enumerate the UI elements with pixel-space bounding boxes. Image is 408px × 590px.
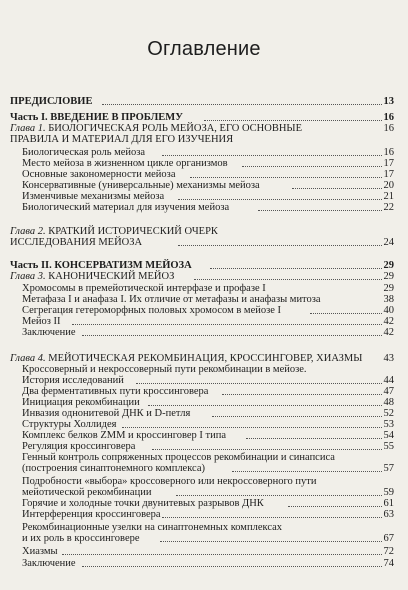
toc-entry-page: 67 xyxy=(383,533,394,544)
leader-dots xyxy=(242,166,382,167)
toc-entry-page: 21 xyxy=(383,191,394,202)
toc-entry-page: 59 xyxy=(383,487,394,498)
chapter-label: Глава 1. xyxy=(10,123,46,134)
toc-entry-page: 48 xyxy=(383,397,394,408)
toc-entry-text: Два ферментативных пути кроссинговера xyxy=(22,386,209,397)
toc-entry-page: 52 xyxy=(383,408,394,419)
toc-entry-page: 54 xyxy=(383,430,394,441)
leader-dots xyxy=(72,324,382,325)
toc-entry-page: 74 xyxy=(383,558,394,569)
leader-dots xyxy=(162,155,382,156)
toc-entry-page: 16 xyxy=(383,112,394,123)
toc-entry-page: 63 xyxy=(383,509,394,520)
leader-dots xyxy=(292,188,382,189)
toc-entry-text: Метафаза I и анафаза I. Их отличие от метафазы и анафазы митоза xyxy=(22,294,321,305)
toc-entry-text: Изменчивые механизмы мейоза xyxy=(22,191,165,202)
toc-entry-page: 57 xyxy=(383,463,394,474)
toc-entry-page: 38 xyxy=(383,294,394,305)
toc-entry-page: 20 xyxy=(383,180,394,191)
toc-entry-text: Биологический материал для изучения мейоза xyxy=(22,202,230,213)
toc-entry-text: мейотической рекомбинации xyxy=(22,487,152,498)
leader-dots xyxy=(288,506,382,507)
chapter-label: Глава 3. xyxy=(10,271,46,282)
toc-entry-text: Место мейоза в жизненном цикле организмов xyxy=(22,158,228,169)
toc-entry-text: Интерференция кроссинговера xyxy=(22,509,161,520)
toc-entry-page: 47 xyxy=(383,386,394,397)
toc-entry-text: Заключение xyxy=(22,558,76,569)
leader-dots xyxy=(222,394,382,395)
leader-dots xyxy=(160,541,382,542)
leader-dots xyxy=(178,245,382,246)
toc-entry-text: ПРЕДИСЛОВИЕ xyxy=(10,96,93,107)
leader-dots xyxy=(178,199,382,200)
toc-entry-page: 44 xyxy=(383,375,394,386)
toc-entry-page: 16 xyxy=(383,147,394,158)
leader-dots xyxy=(148,405,382,406)
leader-dots xyxy=(210,268,382,269)
toc-entry-page: 55 xyxy=(383,441,394,452)
toc-entry-page: 61 xyxy=(383,498,394,509)
toc-entry-page: 22 xyxy=(383,202,394,213)
toc-entry-text: Регуляция кроссинговера xyxy=(22,441,136,452)
chapter-label: Глава 4. xyxy=(10,353,46,364)
toc-entry-text: Комплекс белков ZMM и кроссинговер I типа xyxy=(22,430,227,441)
toc-entry-text: Инвазия однонитевой ДНК и D-петля xyxy=(22,408,191,419)
toc-entry-page: 53 xyxy=(383,419,394,430)
leader-dots xyxy=(152,449,382,450)
chapter-label: Глава 2. xyxy=(10,226,46,237)
toc-entry-text: МЕЙОТИЧЕСКАЯ РЕКОМБИНАЦИЯ, КРОССИНГОВЕР, ХИАЗМЫ xyxy=(48,353,363,364)
toc-entry-text: Рекомбинационные узелки на синаптонемных комплексах xyxy=(22,522,283,533)
toc-entry-text: Инициация рекомбинации xyxy=(22,397,140,408)
leader-dots xyxy=(190,177,382,178)
leader-dots xyxy=(246,438,382,439)
toc-entry-page: 42 xyxy=(383,316,394,327)
toc-entry-text: Кроссоверный и некроссоверный пути рекомбинации в мейозе. xyxy=(22,364,307,375)
leader-dots xyxy=(212,416,382,417)
toc-entry-text: Консервативные (универсальные) механизмы мейоза xyxy=(22,180,260,191)
toc-entry-text: История исследований xyxy=(22,375,124,386)
toc-entry-text: Биологическая роль мейоза xyxy=(22,147,146,158)
leader-dots xyxy=(62,554,382,555)
leader-dots xyxy=(204,120,382,121)
leader-dots xyxy=(258,210,382,211)
leader-dots xyxy=(82,335,382,336)
toc-entry-text: Основные закономерности мейоза xyxy=(22,169,176,180)
toc-entry-text: БИОЛОГИЧЕСКАЯ РОЛЬ МЕЙОЗА, ЕГО ОСНОВНЫЕ xyxy=(48,123,302,134)
toc-entry-text: Хиазмы xyxy=(22,546,58,557)
toc-entry-text: Часть II. КОНСЕРВАТИЗМ МЕЙОЗА xyxy=(10,260,192,271)
toc-entry-page: 17 xyxy=(383,169,394,180)
leader-dots xyxy=(310,313,382,314)
toc-entry-text: и их роль в кроссинговере xyxy=(22,533,140,544)
toc-entry-page: 29 xyxy=(383,260,394,271)
toc-entry-page: 40 xyxy=(383,305,394,316)
leader-dots xyxy=(232,471,382,472)
toc-entry-page: 29 xyxy=(383,283,394,294)
toc-entry-text: ПРАВИЛА И МАТЕРИАЛ ДЛЯ ЕГО ИЗУЧЕНИЯ xyxy=(10,134,234,145)
toc-entry-text: Заключение xyxy=(22,327,76,338)
toc-entry-page: 13 xyxy=(383,96,394,107)
toc-entry-page: 42 xyxy=(383,327,394,338)
leader-dots xyxy=(136,383,382,384)
toc-entry-text: Горячие и холодные точки двунитевых разрывов ДНК xyxy=(22,498,264,509)
toc-entry-page: 24 xyxy=(383,237,394,248)
toc-entry-text: (построения синаптонемного комплекса) xyxy=(22,463,206,474)
leader-dots xyxy=(194,279,382,280)
leader-dots xyxy=(82,566,382,567)
toc-entry-text: КАНОНИЧЕСКИЙ МЕЙОЗ xyxy=(48,271,175,282)
toc-entry-text: ИССЛЕДОВАНИЯ МЕЙОЗА xyxy=(10,237,143,248)
leader-dots xyxy=(162,517,382,518)
toc-entry-page: 16 xyxy=(383,123,394,134)
leader-dots xyxy=(176,495,382,496)
toc-entry-text: Мейоз II xyxy=(22,316,61,327)
toc-entry-page: 29 xyxy=(383,271,394,282)
toc-entry-text: Хромосомы в премейотической интерфазе и профазе I xyxy=(22,283,266,294)
toc-entry-text: Подробности «выбора» кроссоверного или некроссоверного пути xyxy=(22,476,317,487)
toc-entry-page: 17 xyxy=(383,158,394,169)
toc-entry-text: КРАТКИЙ ИСТОРИЧЕСКИЙ ОЧЕРК xyxy=(48,226,218,237)
toc-entry-page: 43 xyxy=(383,353,394,364)
leader-dots xyxy=(122,427,382,428)
toc-entry-text: Структуры Холлидея xyxy=(22,419,117,430)
toc-entry-text: Генный контроль сопряженных процессов рекомбинации и синапсиса xyxy=(22,452,335,463)
leader-dots xyxy=(102,104,382,105)
toc-entry-text: Часть I. ВВЕДЕНИЕ В ПРОБЛЕМУ xyxy=(10,112,183,123)
toc-entry-page: 72 xyxy=(383,546,394,557)
page-title: Оглавление xyxy=(147,38,261,60)
toc-entry-text: Сегрегация гетероморфных половых хромосом в мейозе I xyxy=(22,305,282,316)
